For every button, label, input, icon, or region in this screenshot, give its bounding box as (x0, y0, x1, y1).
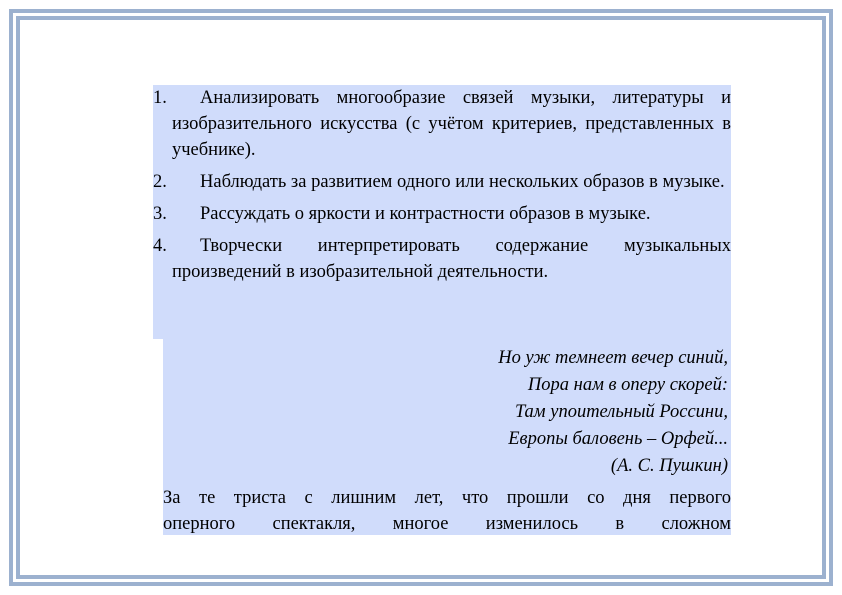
list-item-number: 2. (153, 172, 167, 192)
poem-line: Но уж темнеет вечер синий, (498, 348, 728, 368)
list-item (153, 85, 731, 163)
paragraph-line: оперного спектакля, многое изменилось в сложном (163, 514, 731, 534)
list-item-text: Анализировать многообразие связей музыки, литературы и изобразительного искусства (с учётом критериев, представленных в учебнике). (172, 88, 731, 160)
poem-and-text-block (163, 339, 731, 535)
list-item (153, 201, 731, 227)
list-item-text: Творчески интерпретировать содержание музыкальных произведений в изобразительной деятельности. (172, 236, 731, 282)
poem-line: Европы баловень – Орфей... (508, 429, 728, 449)
objectives-list (153, 85, 731, 285)
list-item-text: Наблюдать за развитием одного или нескольких образов в музыке. (200, 172, 725, 192)
poem-line: Пора нам в оперу скорей: (527, 375, 728, 395)
list-item-number: 4. (153, 236, 167, 256)
poem-epigraph (163, 339, 731, 480)
poem-attribution: (А. С. Пушкин) (610, 456, 728, 476)
objectives-block (153, 85, 731, 339)
list-item-number: 3. (153, 204, 167, 224)
list-item (153, 233, 731, 285)
body-paragraph (163, 485, 731, 537)
paragraph-line: За те триста с лишним лет, что прошли со дня первого (163, 488, 731, 508)
poem-line: Там упоительный Россини, (514, 402, 728, 422)
list-item-text: Рассуждать о яркости и контрастности образов в музыке. (200, 204, 651, 224)
list-item-number: 1. (153, 88, 167, 108)
list-item (153, 169, 731, 195)
